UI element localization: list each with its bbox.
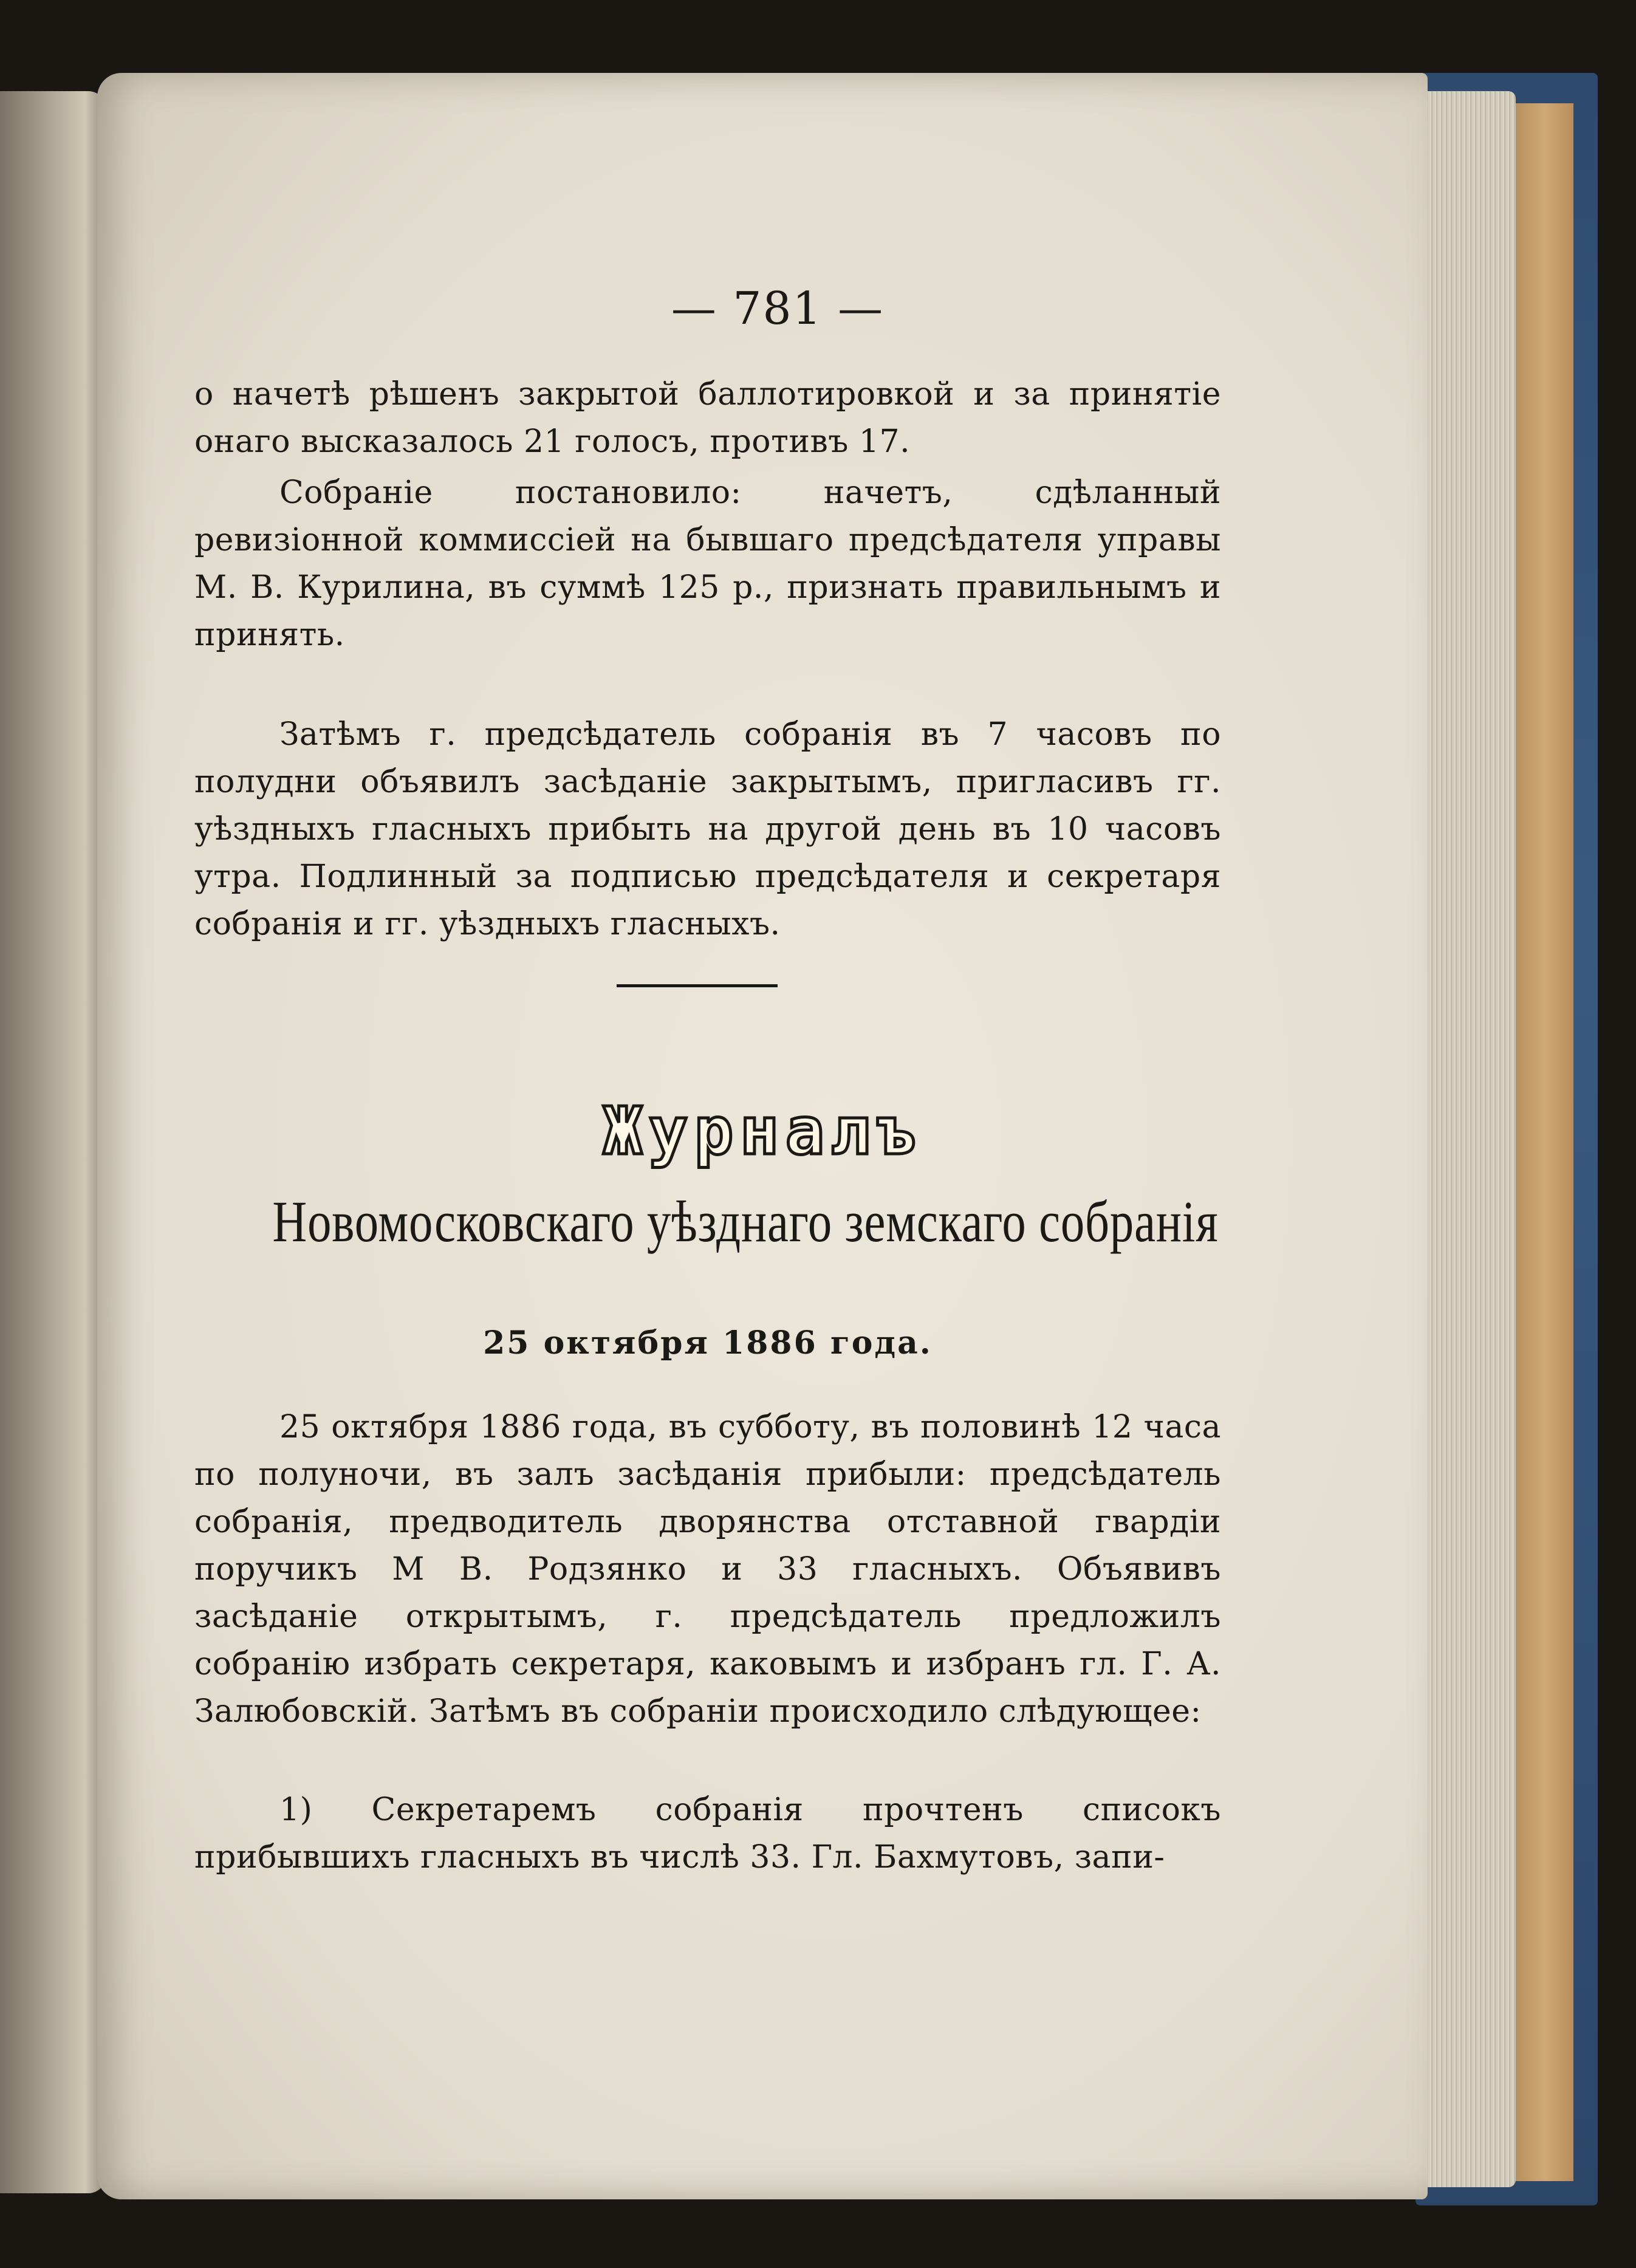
facing-page-edge [0, 91, 106, 2193]
paragraph-continuation: о начетѣ рѣшенъ закрытой баллотировкой и за принятіе онаго высказалось 21 голосъ, противъ 17. [194, 376, 1221, 460]
cover-endpaper [1516, 103, 1573, 2181]
paragraph-opening: 25 октября 1886 года, въ субботу, въ половинѣ 12 часа по полуночи, въ залъ засѣданія прибыли: предсѣдатель собранія, предводитель дворянства отставной гвардіи поручикъ М В. Родзянко и 33 гласныхъ. Объявивъ засѣданіе открытымъ, г. предсѣдатель предложилъ собранію избрать секретаря, каковымъ и избранъ гл. Г. А. Залюбовскій. Затѣмъ въ собраніи происходило слѣдующее: [194, 1409, 1221, 1730]
paragraph-resolution: Собраніе постановило: начетъ, сдѣланный ревизіонной коммиссіей на бывшаго предсѣдателя управы М. В. Курилина, въ суммѣ 125 р., признать правильнымъ и принять. [194, 474, 1221, 653]
page-content [97, 73, 1428, 2199]
assembly-heading: Новомосковскаго уѣзднаго земскаго собранія [272, 1189, 1219, 1254]
page-number: — 781 — [671, 283, 885, 335]
journal-title: Журналъ [603, 1094, 922, 1170]
paragraph-closing: Затѣмъ г. предсѣдатель собранія въ 7 часовъ по полудни объявилъ засѣданіе закрытымъ, пригласивъ гг. уѣздныхъ гласныхъ прибыть на другой день въ 10 часовъ утра. Подлинный за подписью предсѣдателя и секретаря собранія и гг. уѣздныхъ гласныхъ. [194, 716, 1221, 942]
session-date: 25 октября 1886 года. [483, 1324, 933, 1362]
section-divider [617, 984, 778, 987]
paragraph-item-1: 1) Секретаремъ собранія прочтенъ списокъ прибывшихъ гласныхъ въ числѣ 33. Гл. Бахмутовъ, запи- [194, 1792, 1221, 1876]
